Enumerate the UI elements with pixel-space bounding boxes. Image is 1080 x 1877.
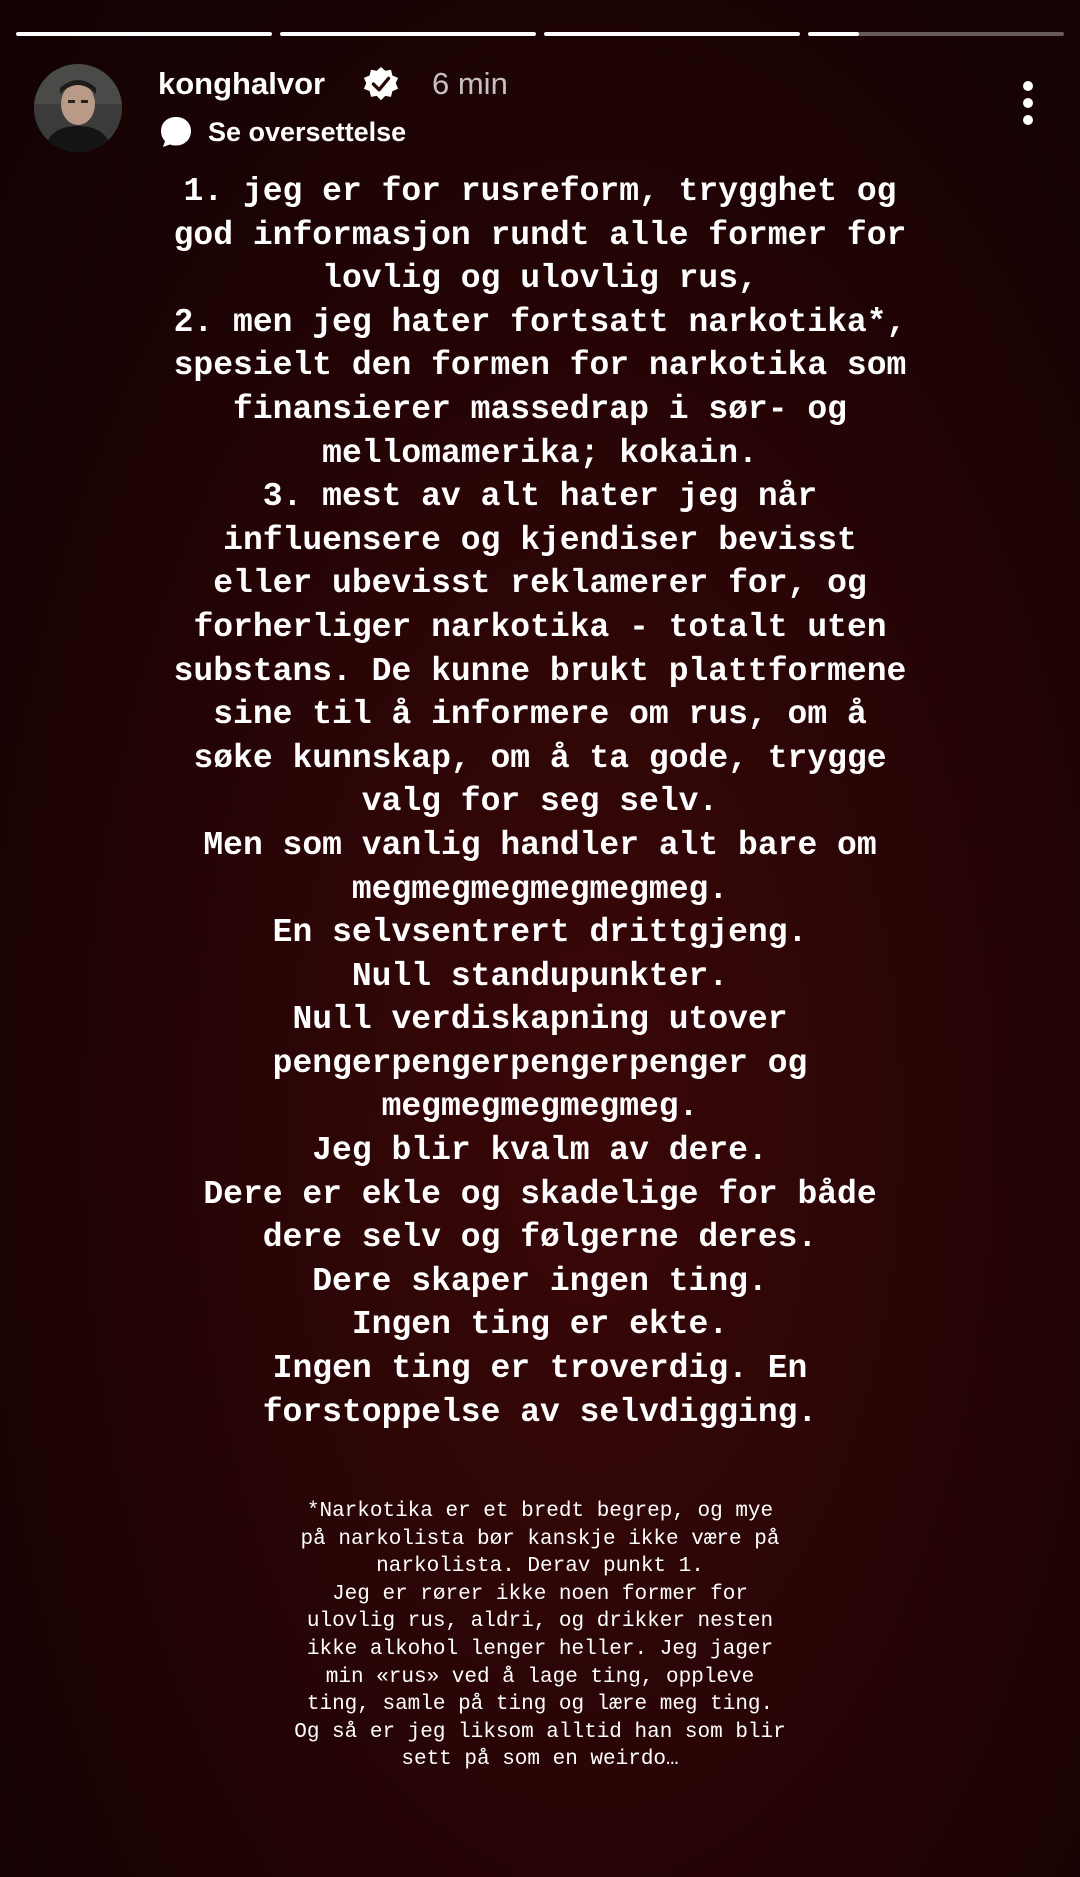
avatar-photo-icon [34,64,122,152]
progress-fill-1 [16,32,272,36]
username[interactable]: konghalvor [158,66,326,101]
story-header [32,60,1048,160]
post-time: 6 min [432,66,508,101]
progress-fill-3 [544,32,800,36]
progress-segment-2 [280,32,536,36]
more-vertical-icon[interactable] [1008,74,1048,134]
progress-fill-2 [280,32,536,36]
progress-segment-3 [544,32,800,36]
progress-fill-4 [808,32,859,36]
progress-segment-4 [808,32,1064,36]
verified-badge-icon [362,66,400,104]
story-progress-bar [16,32,1064,36]
translate-label: Se oversettelse [208,116,407,147]
story-footnote-text: *Narkotika er et bredt begrep, og mye på narkolista bør kanskje ikke være på narkolista. Derav punkt 1. Jeg er rører ikke noen former for ulovlig rus, aldri, og drikker nesten ikke alkohol lenger heller. Jeg jager min «rus» ved å lage ting, oppleve ting, samle på ting og lære meg ting. Og så er jeg liksom alltid han som blir sett på som en weirdo… [294,1500,786,1772]
progress-segment-1 [16,32,272,36]
speech-bubble-icon [158,114,194,150]
translate-button[interactable] [158,112,406,152]
avatar[interactable] [34,64,122,152]
story-main-text: 1. jeg er for rusreform, trygghet og god informasjon rundt alle former for lovlig og ulovlig rus, 2. men jeg hater fortsatt narkotika*, spesielt den formen for narkotika som finansierer massedrap i sør- og mellomamerika; kokain. 3. mest av alt hater jeg når influensere og kjendiser bevisst eller ubevisst reklamerer for, og forherliger narkotika - totalt uten substans. De kunne brukt plattformene sine til å informere om rus, om å søke kunnskap, om å ta gode, trygge valg for seg selv. Men som vanlig handler alt bare om megmegmegmegmegmeg. En selvsentrert drittgjeng. Null standupunkter. Null verdiskapning utover pengerpengerpengerpenger og megmegmegmegmeg. Jeg blir kvalm av dere. Dere er ekle og skadelige for både dere selv og følgerne deres. Dere skaper ingen ting. Ingen ting er ekte. Ingen ting er troverdig. En forstoppelse av selvdigging. [173,173,907,1431]
